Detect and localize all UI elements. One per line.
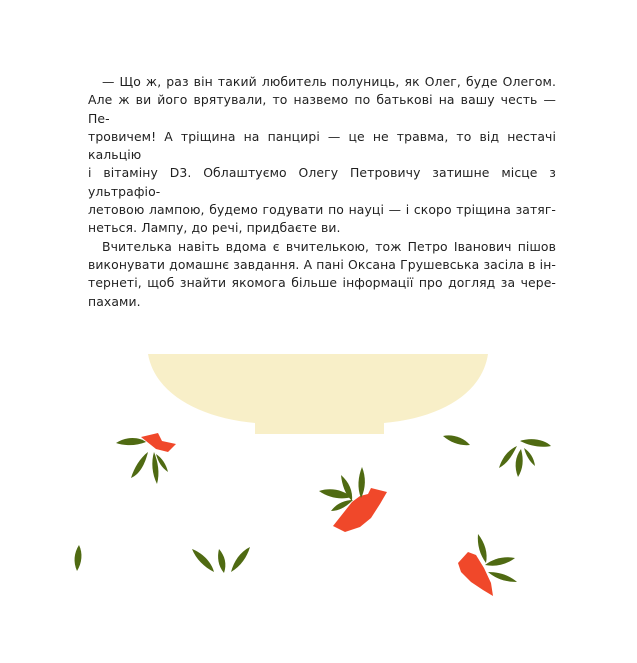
leaves-right (499, 439, 551, 477)
leaf (116, 438, 146, 445)
paragraph-1-line-2: Але ж ви його врятували, то назвемо по батькові на вашу честь — Пе- (88, 92, 556, 126)
leaf-single (443, 435, 470, 445)
paragraph-1-line-3: тровичем! А тріщина на панцирі — це не травма, то від нестачі кальцію (88, 128, 556, 163)
leaf (218, 549, 225, 573)
leaf (499, 446, 517, 468)
strawberry-piece (141, 433, 176, 452)
paragraph-1-line-6: неться. Лампу, до речі, придбаєте ви. (88, 220, 341, 236)
leaf (516, 449, 523, 477)
strawberry-piece (458, 552, 493, 596)
paragraph-1-line-1: — Що ж, раз він такий любитель полуниць, як Олег, буде Олегом. (102, 74, 556, 89)
leaf (478, 534, 487, 563)
leaf (524, 448, 535, 466)
strawberry-top-bottom-right (458, 534, 517, 596)
paragraph-2-line-3: тернеті, щоб знайти якомога більше інформації про догляд за чере- (88, 275, 556, 291)
paragraph-2-line-4: пахами. (88, 293, 141, 309)
leaves-bottom-left (192, 547, 250, 573)
bowl (148, 354, 488, 434)
leaf (231, 547, 250, 572)
leaf (520, 439, 551, 447)
strawberry-top-center (319, 467, 387, 532)
leaf (131, 452, 148, 478)
leaf (358, 467, 364, 498)
leaf (192, 549, 214, 572)
leaf (488, 572, 517, 582)
leaf (485, 557, 515, 565)
paragraph-1-line-4: і вітаміну D3. Облаштуємо Олегу Петровичу затишне місце з ультрафіо- (88, 165, 556, 199)
paragraph-2-line-2: виконувати домашнє завдання. А пані Оксана Грушевська засіла в ін- (88, 256, 556, 272)
leaf-single (75, 545, 82, 571)
strawberry-top-left (116, 433, 176, 484)
paragraph-2-line-1: Вчителька навіть вдома є вчителькою, тож Петро Іванович пішов (102, 238, 556, 254)
paragraph-1-line-5: летовою лампою, будемо годувати по науці — і скоро тріщина затяг- (88, 202, 556, 218)
